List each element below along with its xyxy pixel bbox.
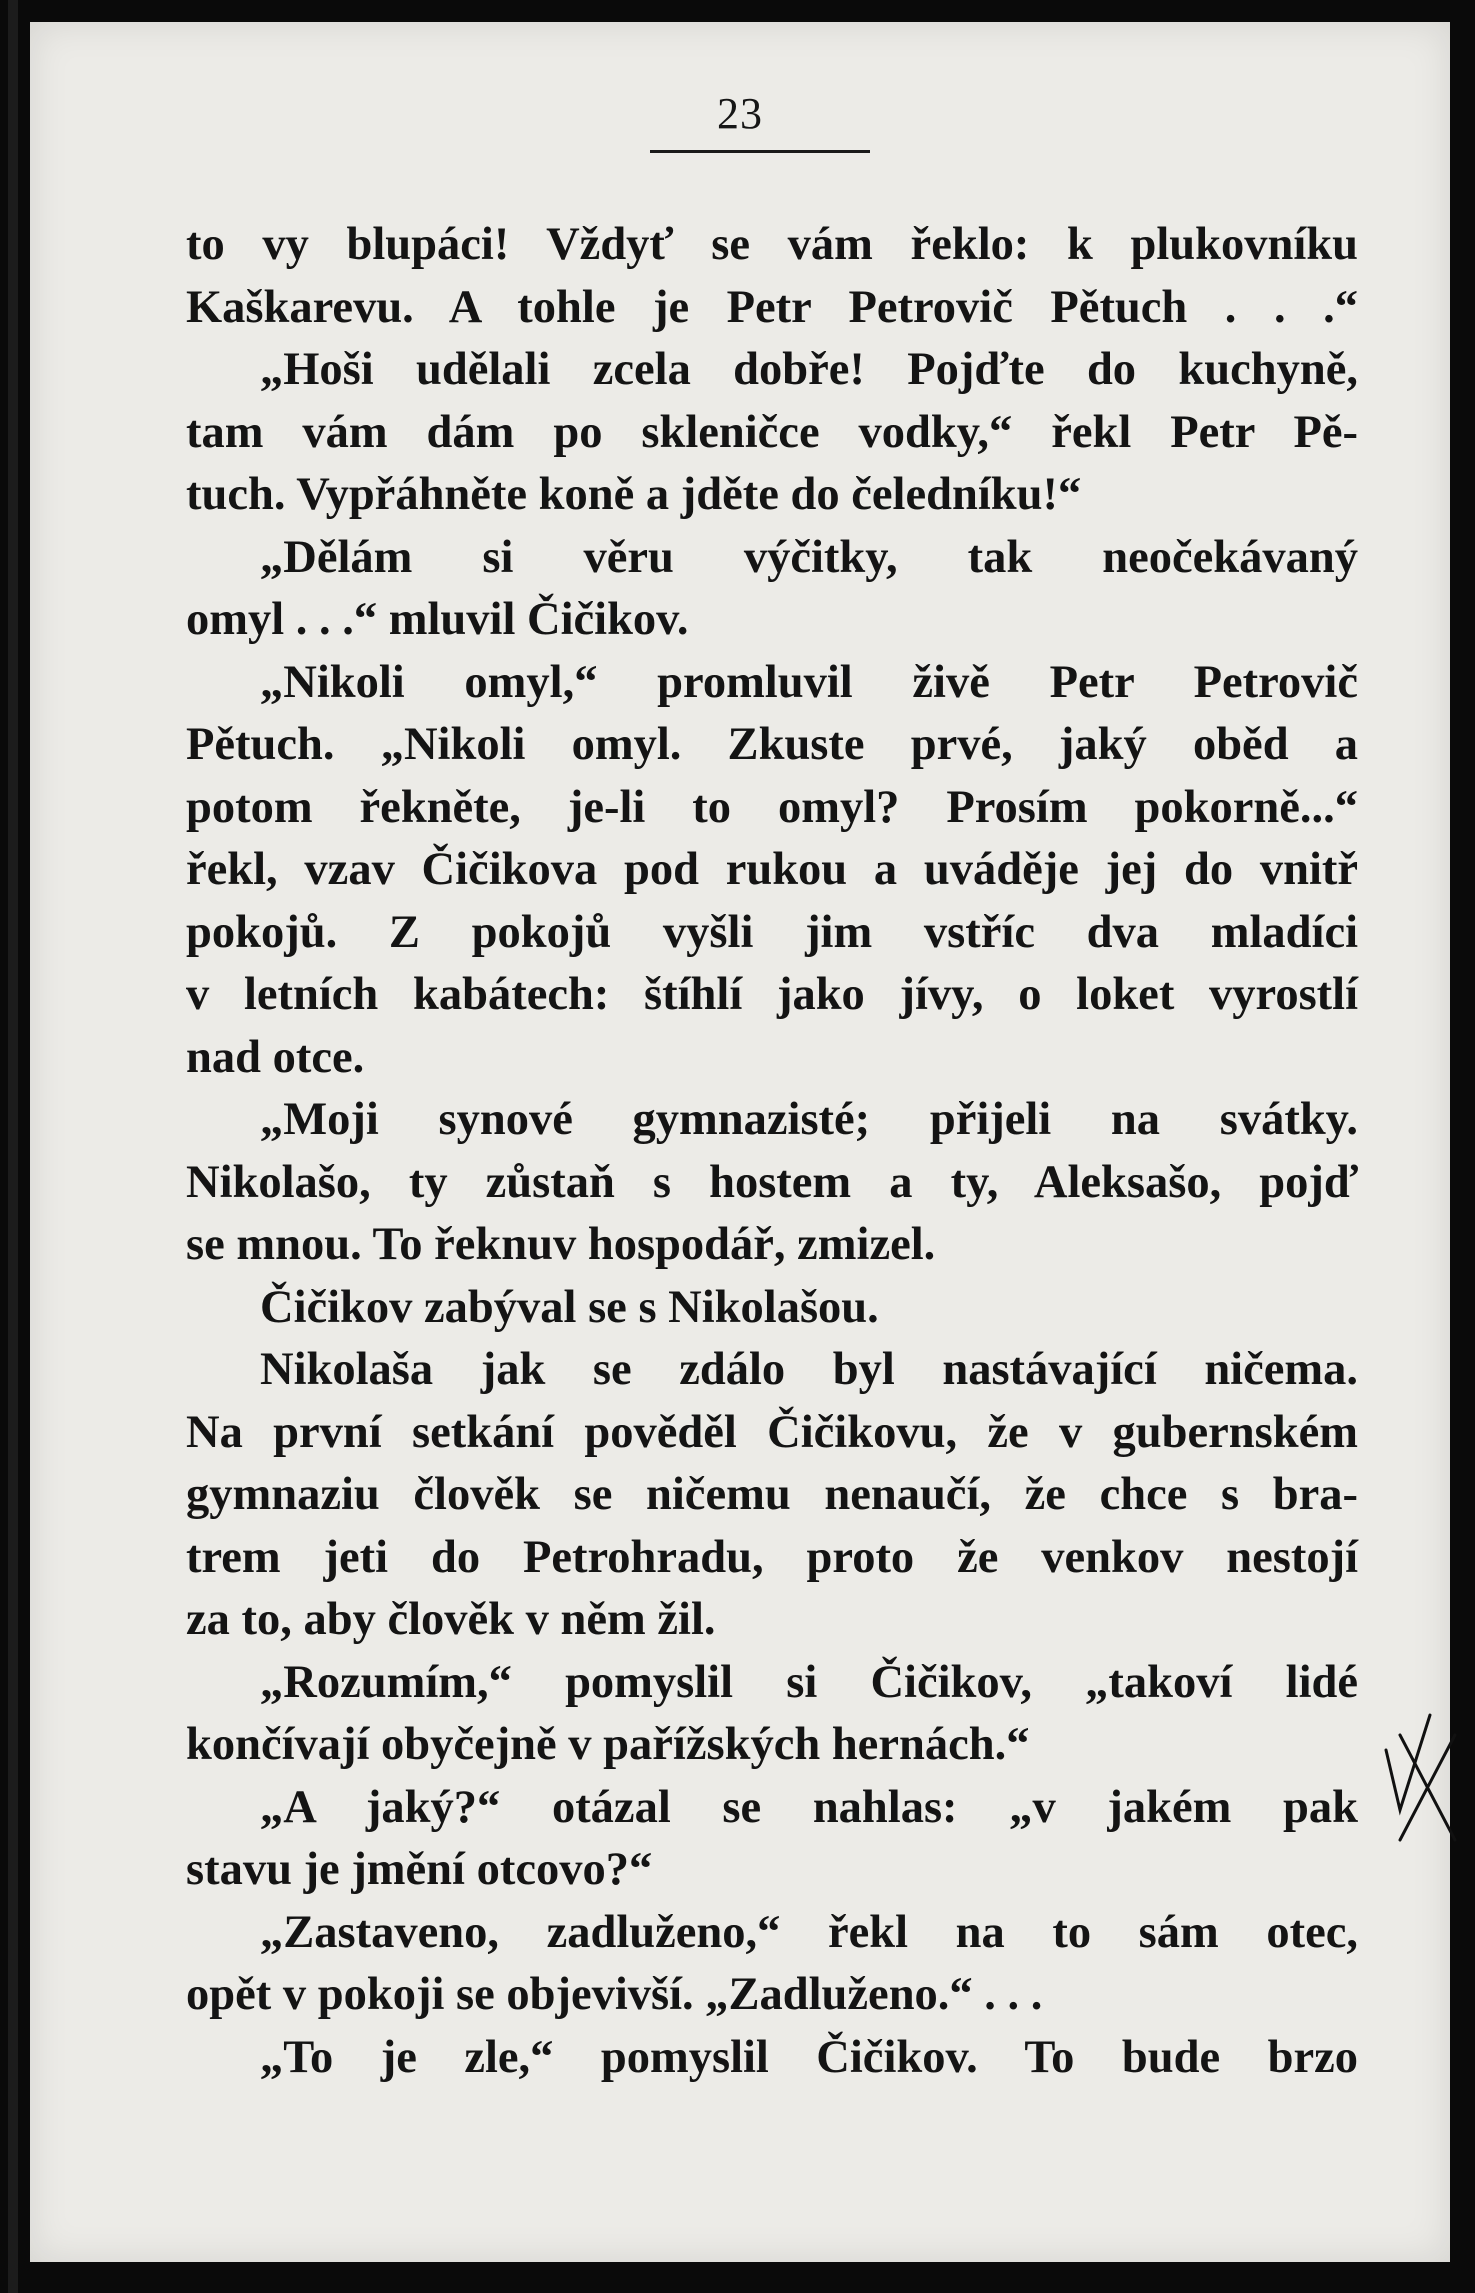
text-line: trem jeti do Petrohradu, proto že venkov nestojí [186, 1531, 1358, 1583]
text-line: opět v pokoji se objevivší. „Zadluženo.“ . . . [186, 1969, 1043, 2020]
text-line: „Hoši udělali zcela dobře! Pojďte do kuchyně, [260, 344, 1358, 395]
text-line: Pětuch. „Nikoli omyl. Zkuste prvé, jaký oběd a [186, 719, 1358, 770]
text-line: „To je zle,“ pomyslil Čičikov. To bude brzo [260, 2031, 1358, 2083]
text-line: Na první setkání pověděl Čičikovu, že v gubernském [186, 1406, 1358, 1458]
text-line: potom řekněte, je-li to omyl? Prosím pokorně...“ [186, 781, 1358, 833]
page-number: 23 [717, 89, 763, 138]
text-line: to vy blupáci! Vždyť se vám řeklo: k plukovníku [186, 219, 1358, 270]
text-line: „Dělám si věru výčitky, tak neočekávaný [260, 531, 1358, 583]
header-rule [650, 150, 870, 153]
text-line: „A jaký?“ otázal se nahlas: „v jakém pak [260, 1781, 1358, 1833]
book-page [30, 22, 1450, 2262]
text-line: nad otce. [186, 1031, 365, 1083]
text-line: pokojů. Z pokojů vyšli jim vstříc dva mladíci [186, 906, 1358, 958]
text-line: „Rozumím,“ pomyslil si Čičikov, „takoví lidé [260, 1656, 1358, 1708]
text-line: „Zastaveno, zadluženo,“ řekl na to sám otec, [260, 1906, 1358, 1958]
text-line: Kaškarevu. A tohle je Petr Petrovič Pětuch . . .“ [186, 281, 1358, 333]
text-line: řekl, vzav Čičikova pod rukou a uváděje jej do vnitř [186, 844, 1358, 895]
text-line: „Nikoli omyl,“ promluvil živě Petr Petrovič [260, 656, 1358, 708]
text-line: se mnou. To řeknuv hospodář, zmizel. [186, 1219, 936, 1270]
text-line: Čičikov zabýval se s Nikolašou. [260, 1281, 879, 1333]
pencil-x-mark [1380, 1730, 1460, 1850]
text-line: „Moji synové gymnazisté; přijeli na svátky. [260, 1094, 1358, 1145]
text-line: tuch. Vypřáhněte koně a jděte do čeledníku!“ [186, 469, 1082, 520]
binding-edge [8, 0, 18, 2293]
text-line: za to, aby člověk v něm žil. [186, 1594, 716, 1645]
text-line: stavu je jmění otcovo?“ [186, 1844, 653, 1895]
text-line: Nikolaša jak se zdálo byl nastávající ničema. [260, 1344, 1358, 1395]
text-line: omyl . . .“ mluvil Čičikov. [186, 594, 689, 645]
text-line: Nikolašo, ty zůstaň s hostem a ty, Aleksašo, pojď [186, 1156, 1358, 1208]
text-line: v letních kabátech: štíhlí jako jívy, o loket vyrostlí [186, 969, 1358, 1020]
body-text [186, 214, 1358, 2089]
text-line: tam vám dám po skleničce vodky,“ řekl Petr Pě- [186, 406, 1358, 458]
text-line: gymnaziu člověk se ničemu nenaučí, že chce s bra- [186, 1469, 1358, 1520]
text-line: končívají obyčejně v pařížských hernách.“ [186, 1719, 1030, 1770]
